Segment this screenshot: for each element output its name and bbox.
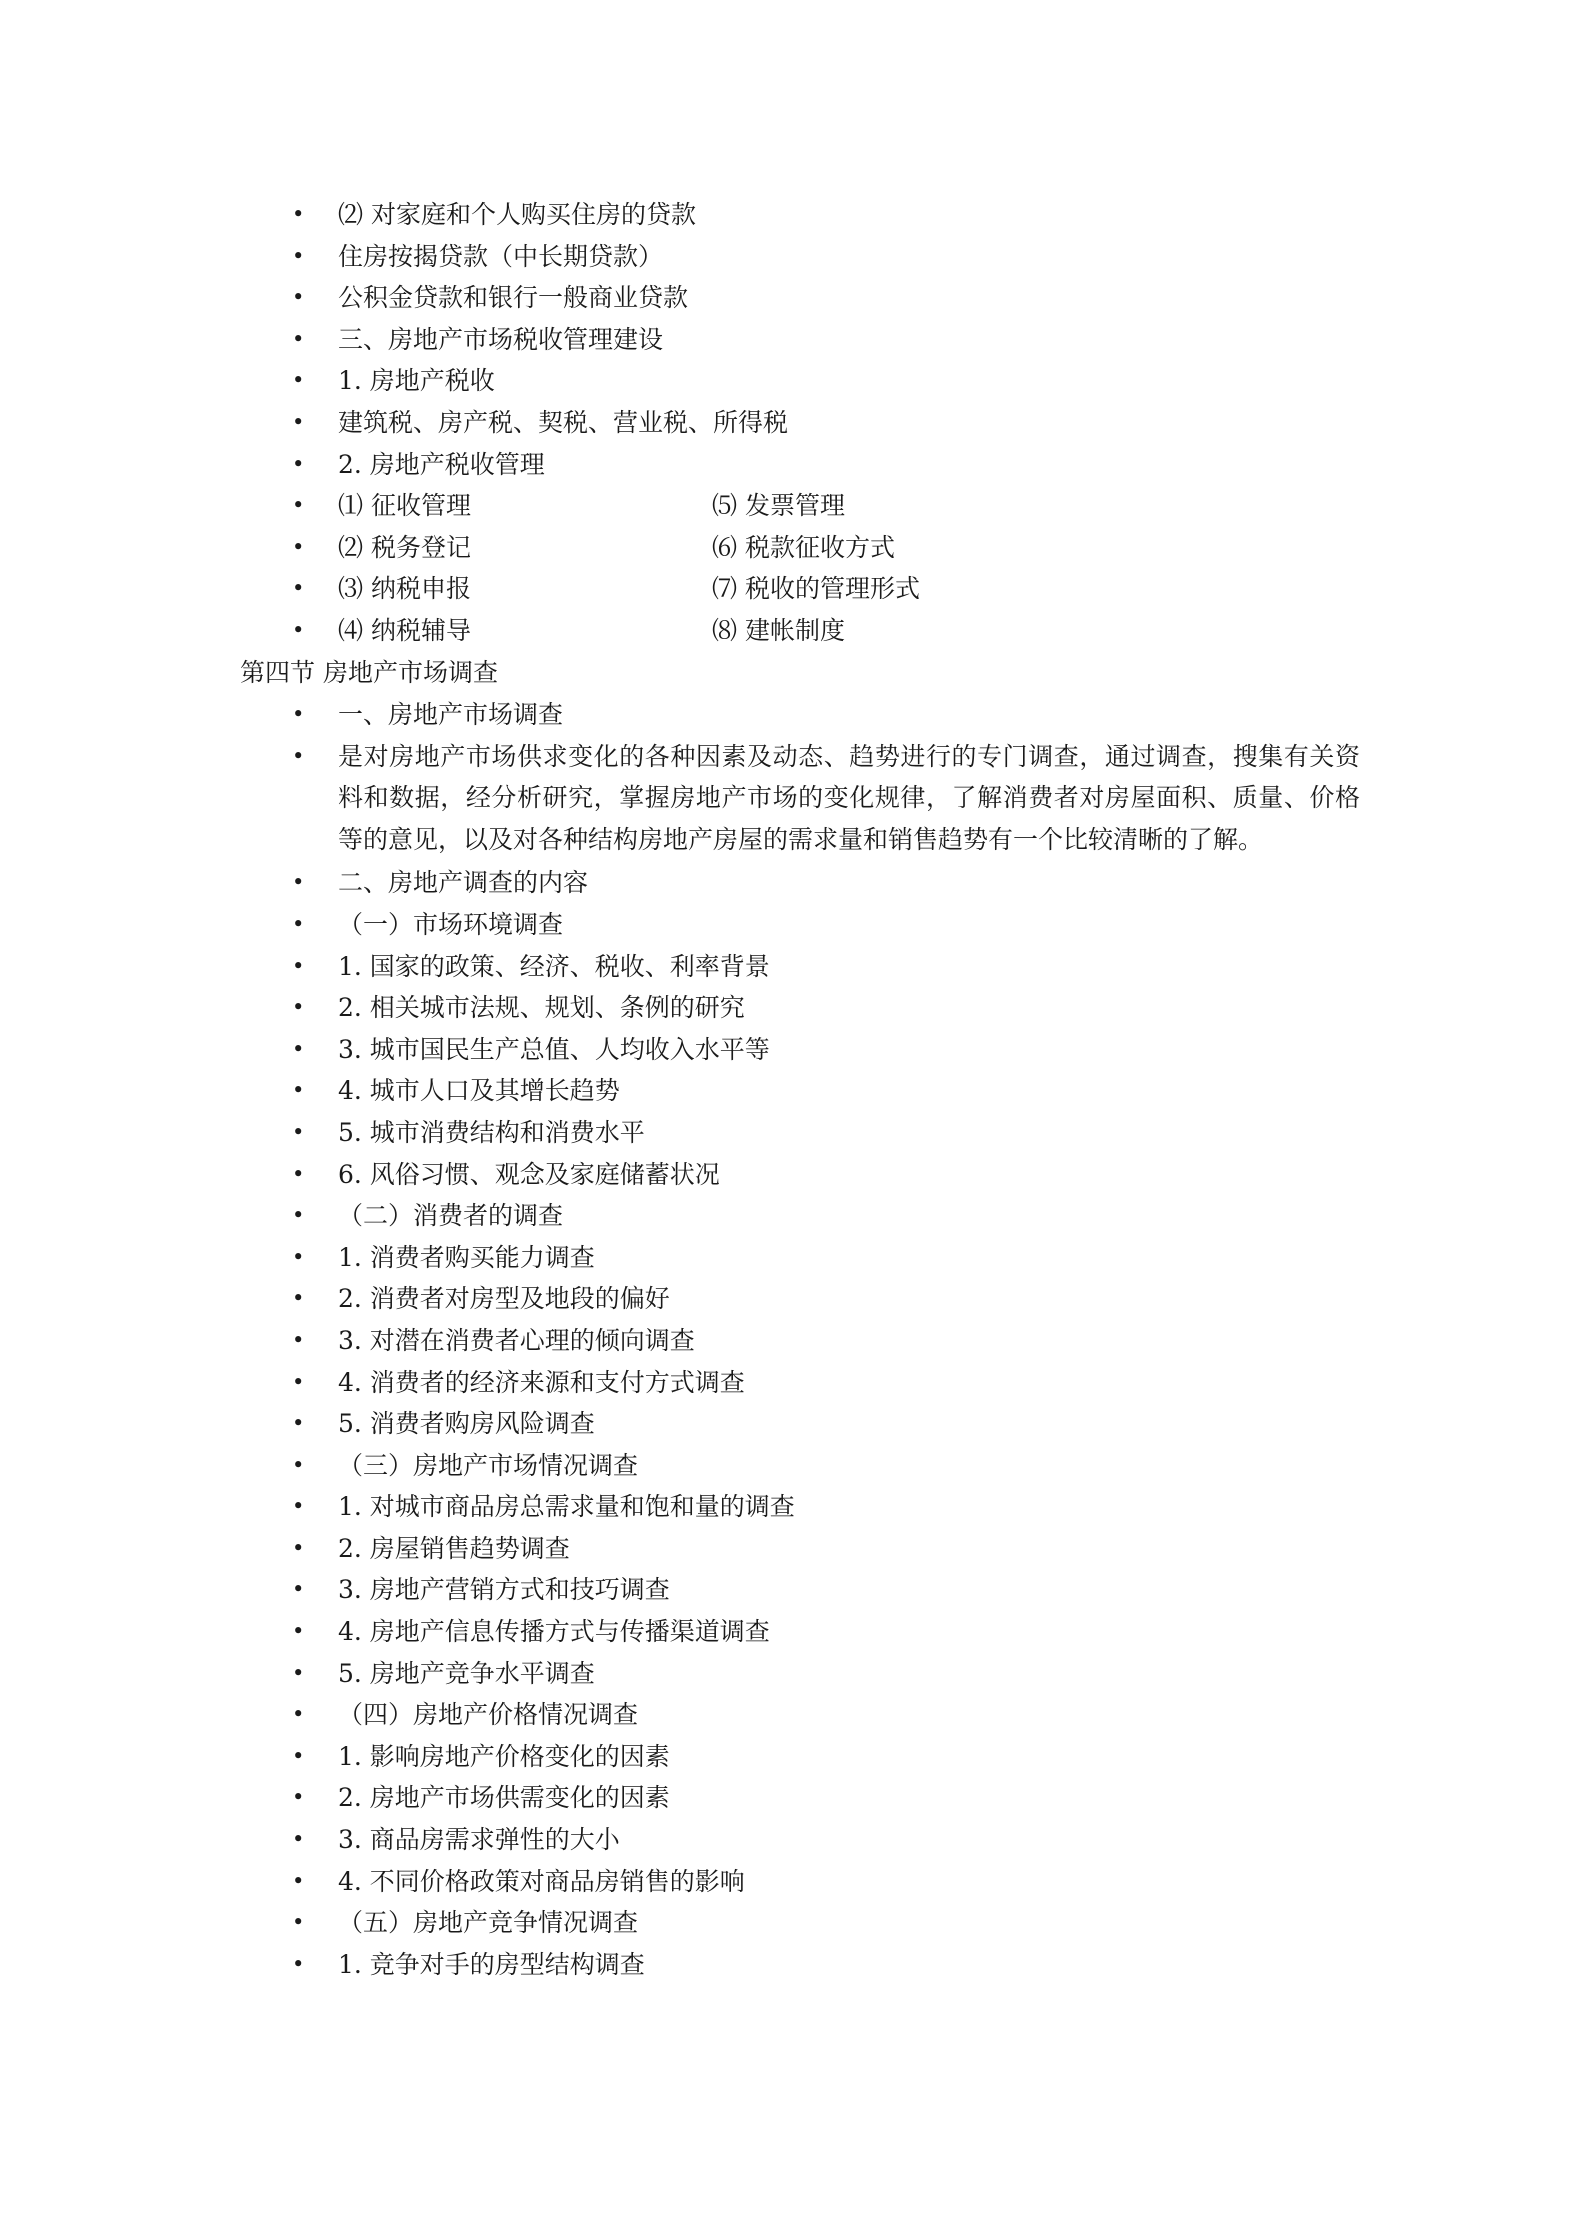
- bullet-icon: •: [292, 243, 305, 268]
- list-item-text: ⑴ 征收管理: [338, 491, 471, 521]
- list-item: [0, 1902, 1584, 1944]
- list-item: [0, 1819, 1584, 1861]
- list-item-text: 2. 房地产市场供需变化的因素: [338, 1783, 670, 1813]
- main-bullet-list: [0, 694, 1584, 1985]
- bullet-icon: •: [292, 1619, 305, 1644]
- bullet-icon: •: [292, 576, 305, 601]
- list-item-text: 5. 城市消费结构和消费水平: [338, 1117, 645, 1147]
- list-item: [0, 1653, 1584, 1695]
- list-item-text: 2. 相关城市法规、规划、条例的研究: [338, 993, 745, 1023]
- bullet-icon: •: [292, 1535, 305, 1560]
- list-item: [0, 987, 1584, 1029]
- list-item-text: （一）市场环境调查: [338, 909, 564, 939]
- list-item-text: 5. 消费者购房风险调查: [338, 1409, 595, 1439]
- bullet-icon: •: [292, 1286, 305, 1311]
- bullet-icon: •: [292, 617, 305, 642]
- section-title: 第四节 房地产市场调查: [240, 658, 498, 687]
- bullet-icon: •: [292, 285, 305, 310]
- list-item-text: ⑷ 纳税辅导: [338, 615, 471, 645]
- list-item-text: 2. 房屋销售趋势调查: [338, 1533, 570, 1563]
- bullet-icon: •: [292, 1369, 305, 1394]
- list-item-text: 1. 消费者购买能力调查: [338, 1242, 595, 1272]
- bullet-icon: •: [292, 202, 305, 226]
- list-item: [0, 194, 1584, 236]
- list-item: [0, 1154, 1584, 1196]
- list-item: [0, 862, 1584, 904]
- bullet-icon: •: [292, 702, 305, 726]
- list-item: [0, 1861, 1584, 1903]
- list-item-text: ⑵ 税务登记: [338, 532, 471, 562]
- list-item: [0, 1736, 1584, 1778]
- list-item-text: 4. 房地产信息传播方式与传播渠道调查: [338, 1617, 770, 1647]
- list-item: [0, 360, 1584, 402]
- list-item-text: ⑶ 纳税申报: [338, 574, 471, 604]
- bullet-icon: •: [292, 1036, 305, 1061]
- list-item-text: 2. 房地产税收管理: [338, 449, 545, 479]
- list-item-text: 6. 风俗习惯、观念及家庭储蓄状况: [338, 1159, 720, 1189]
- bullet-icon: •: [292, 1161, 305, 1186]
- bullet-icon: •: [292, 1327, 305, 1352]
- bullet-icon: •: [292, 493, 305, 518]
- top-bullet-list: [0, 194, 1584, 652]
- list-item-text: 一、房地产市场调查: [338, 700, 564, 729]
- list-item: [0, 1944, 1584, 1986]
- list-item: [0, 1320, 1584, 1362]
- bullet-icon: •: [292, 1411, 305, 1436]
- list-item: [0, 1237, 1584, 1279]
- bullet-icon: •: [292, 743, 305, 768]
- list-item: [0, 1195, 1584, 1237]
- bullet-icon: •: [292, 1577, 305, 1602]
- list-item-text: 3. 对潜在消费者心理的倾向调查: [338, 1325, 695, 1355]
- bullet-icon: •: [292, 1119, 305, 1144]
- bullet-icon: •: [292, 953, 305, 978]
- bullet-icon: •: [292, 1743, 305, 1768]
- list-item-text: 建筑税、房产税、契税、营业税、所得税: [338, 407, 789, 437]
- list-item: [0, 1528, 1584, 1570]
- list-item-text: 1. 房地产税收: [338, 366, 495, 396]
- list-item-text: （三）房地产市场情况调查: [338, 1450, 639, 1480]
- bullet-icon: •: [292, 995, 305, 1020]
- list-item-text: 1. 影响房地产价格变化的因素: [338, 1741, 670, 1771]
- list-item-text: ⑵ 对家庭和个人购买住房的贷款: [338, 200, 696, 229]
- bullet-icon: •: [292, 326, 305, 351]
- list-item-text: 4. 城市人口及其增长趋势: [338, 1076, 620, 1106]
- list-item-text: 三、房地产市场税收管理建设: [338, 324, 664, 354]
- list-item: [0, 946, 1584, 988]
- list-item: [0, 1694, 1584, 1736]
- list-item-text-column-2: ⑸ 发票管理: [712, 491, 845, 521]
- list-item: [0, 1486, 1584, 1528]
- list-item-text: 1. 竞争对手的房型结构调查: [338, 1949, 645, 1979]
- list-item-text: （五）房地产竞争情况调查: [338, 1908, 639, 1938]
- list-item: [0, 1029, 1584, 1071]
- bullet-icon: •: [292, 1827, 305, 1852]
- bullet-icon: •: [292, 1078, 305, 1103]
- bullet-icon: •: [292, 409, 305, 434]
- list-item-text: 5. 房地产竞争水平调查: [338, 1658, 595, 1688]
- list-item-text: 3. 房地产营销方式和技巧调查: [338, 1575, 670, 1605]
- list-item-text-column-2: ⑹ 税款征收方式: [712, 532, 895, 562]
- list-item-text: 1. 国家的政策、经济、税收、利率背景: [338, 951, 770, 981]
- bullet-icon: •: [292, 1702, 305, 1727]
- list-item-text: 1. 对城市商品房总需求量和饱和量的调查: [338, 1492, 795, 1522]
- list-item-text: 住房按揭贷款（中长期贷款）: [338, 241, 664, 271]
- list-item: [0, 1569, 1584, 1611]
- list-item: [0, 236, 1584, 278]
- bullet-icon: •: [292, 534, 305, 559]
- list-item: [0, 1278, 1584, 1320]
- list-item-text: 3. 商品房需求弹性的大小: [338, 1825, 620, 1855]
- list-item-text: （四）房地产价格情况调查: [338, 1700, 639, 1730]
- list-item: [0, 1611, 1584, 1653]
- list-item-text: 4. 消费者的经济来源和支付方式调查: [338, 1367, 745, 1397]
- list-item: [0, 444, 1584, 486]
- list-item: [0, 1362, 1584, 1404]
- list-item: [0, 1777, 1584, 1819]
- bullet-icon: •: [292, 1244, 305, 1269]
- list-item-text: 二、房地产调查的内容: [338, 868, 589, 898]
- bullet-icon: •: [292, 1494, 305, 1519]
- list-item: [0, 610, 1584, 652]
- list-item: [0, 402, 1584, 444]
- list-item: [0, 319, 1584, 361]
- list-item-text-column-2: ⑻ 建帐制度: [712, 615, 845, 645]
- bullet-icon: •: [292, 1951, 305, 1976]
- list-item: [0, 694, 1584, 736]
- list-item-text: （二）消费者的调查: [338, 1201, 564, 1231]
- list-item: [0, 568, 1584, 610]
- list-item-text-column-2: ⑺ 税收的管理形式: [712, 574, 920, 604]
- paragraph-text: 是对房地产市场供求变化的各种因素及动态、趋势进行的专门调查，通过调查，搜集有关资料和数据，经分析研究，掌握房地产市场的变化规律，了解消费者对房屋面积、质量、价格等的意见，以及对各种结构房地产房屋的需求量和销售趋势有一个比较清晰的了解。: [338, 741, 1360, 854]
- bullet-icon: •: [292, 1452, 305, 1477]
- bullet-icon: •: [292, 1910, 305, 1935]
- list-item: [0, 1403, 1584, 1445]
- bullet-icon: •: [292, 1203, 305, 1228]
- list-item: [0, 277, 1584, 319]
- list-item-paragraph: [0, 736, 1584, 863]
- list-item: [0, 527, 1584, 569]
- list-item-text: 3. 城市国民生产总值、人均收入水平等: [338, 1034, 770, 1064]
- bullet-icon: •: [292, 1868, 305, 1893]
- list-item: [0, 1070, 1584, 1112]
- bullet-icon: •: [292, 911, 305, 936]
- bullet-icon: •: [292, 1660, 305, 1685]
- list-item-text: 公积金贷款和银行一般商业贷款: [338, 283, 689, 313]
- list-item: [0, 1445, 1584, 1487]
- list-item: [0, 1112, 1584, 1154]
- bullet-icon: •: [292, 368, 305, 393]
- list-item-text: 2. 消费者对房型及地段的偏好: [338, 1284, 670, 1314]
- list-item-text: 4. 不同价格政策对商品房销售的影响: [338, 1866, 745, 1896]
- bullet-icon: •: [292, 1785, 305, 1810]
- list-item: [0, 485, 1584, 527]
- bullet-icon: •: [292, 870, 305, 895]
- list-item: [0, 904, 1584, 946]
- bullet-icon: •: [292, 451, 305, 476]
